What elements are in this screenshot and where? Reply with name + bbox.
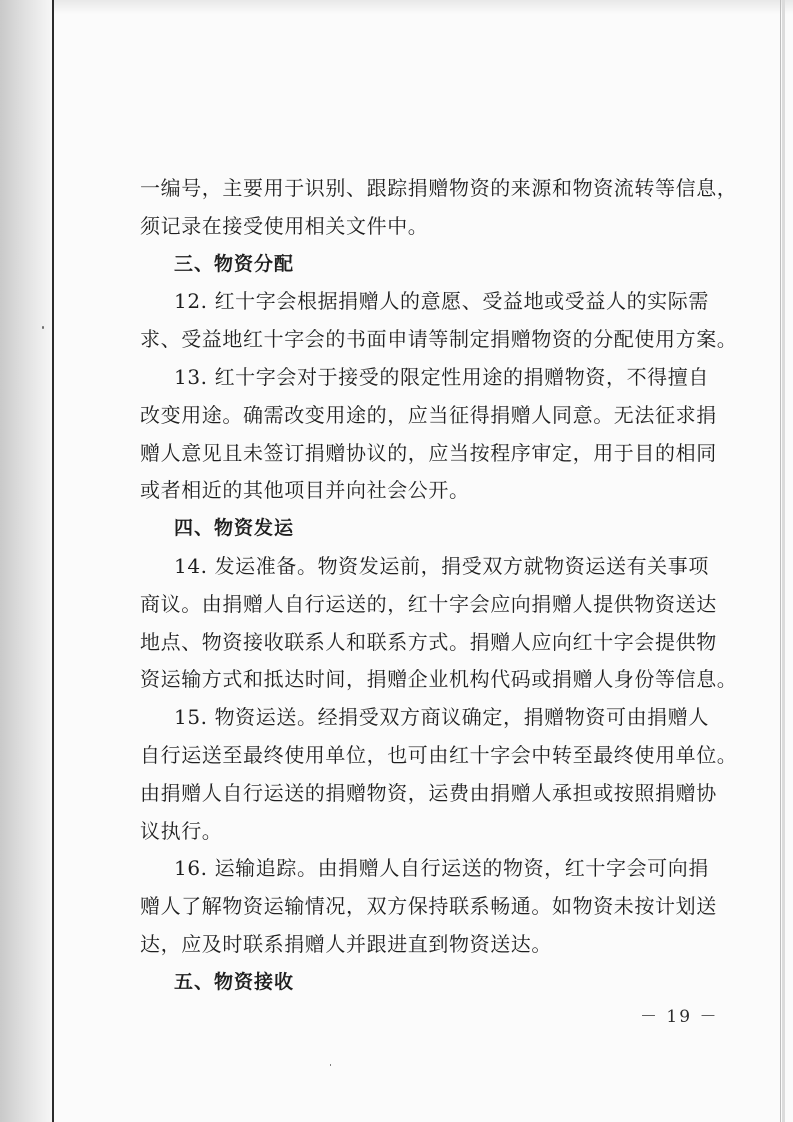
paragraph-line: 达，应及时联系捐赠人并跟进直到物资送达。 (140, 931, 552, 956)
section-heading: 三、物资分配 (174, 252, 295, 275)
paragraph-line: 赠人了解物资运输情况，双方保持联系畅通。如物资未按计划送 (140, 894, 717, 919)
paragraph-line: 16. 运输追踪。由捐赠人自行运送的物资，红十字会可向捐 (174, 856, 709, 881)
paragraph-line: 一编号，主要用于识别、跟踪捐赠物资的来源和物资流转等信息， (140, 176, 738, 200)
scan-binding-shadow (0, 0, 52, 1122)
scan-dust-mark (42, 326, 44, 329)
paragraph-line: 自行运送至最终使用单位，也可由红十字会中转至最终使用单位。 (140, 742, 738, 767)
paragraph-line: 商议。由捐赠人自行运送的，红十字会应向捐赠人提供物资送达 (140, 591, 717, 616)
paragraph-line: 或者相近的其他项目并向社会公开。 (140, 478, 470, 503)
scan-dust-mark (330, 1064, 331, 1066)
document-body (140, 170, 738, 1002)
paragraph-line: 议执行。 (140, 818, 223, 843)
paragraph-line: 求、受益地红十字会的书面申请等制定捐赠物资的分配使用方案。 (140, 327, 738, 352)
scan-right-edge (780, 0, 781, 1122)
paragraph-line: 15. 物资运送。经捐受双方商议确定，捐赠物资可由捐赠人 (174, 705, 709, 730)
paragraph-line: 须记录在接受使用相关文件中。 (140, 213, 429, 238)
section-heading: 四、物资发运 (174, 517, 295, 540)
paragraph-line: 13. 红十字会对于接受的限定性用途的捐赠物资，不得擅自 (174, 364, 709, 389)
paragraph-line: 资运输方式和抵达时间，捐赠企业机构代码或捐赠人身份等信息。 (140, 667, 738, 692)
paragraph-line: 改变用途。确需改变用途的，应当征得捐赠人同意。无法征求捐 (140, 402, 717, 427)
scan-binding-line (52, 0, 54, 1122)
paragraph-line: 12. 红十字会根据捐赠人的意愿、受益地或受益人的实际需 (174, 289, 709, 314)
section-heading: 五、物资接收 (174, 970, 295, 993)
page-number: － 19 － (640, 1007, 719, 1027)
paragraph-line: 14. 发运准备。物资发运前，捐受双方就物资运送有关事项 (174, 553, 709, 578)
scan-right-edge-shadow (782, 0, 785, 1122)
scan-edge-top (0, 0, 793, 14)
paragraph-line: 地点、物资接收联系人和联系方式。捐赠人应向红十字会提供物 (140, 629, 717, 654)
paragraph-line: 由捐赠人自行运送的捐赠物资，运费由捐赠人承担或按照捐赠协 (140, 780, 717, 805)
paragraph-line: 赠人意见且未签订捐赠协议的，应当按程序审定，用于目的相同 (140, 440, 717, 465)
